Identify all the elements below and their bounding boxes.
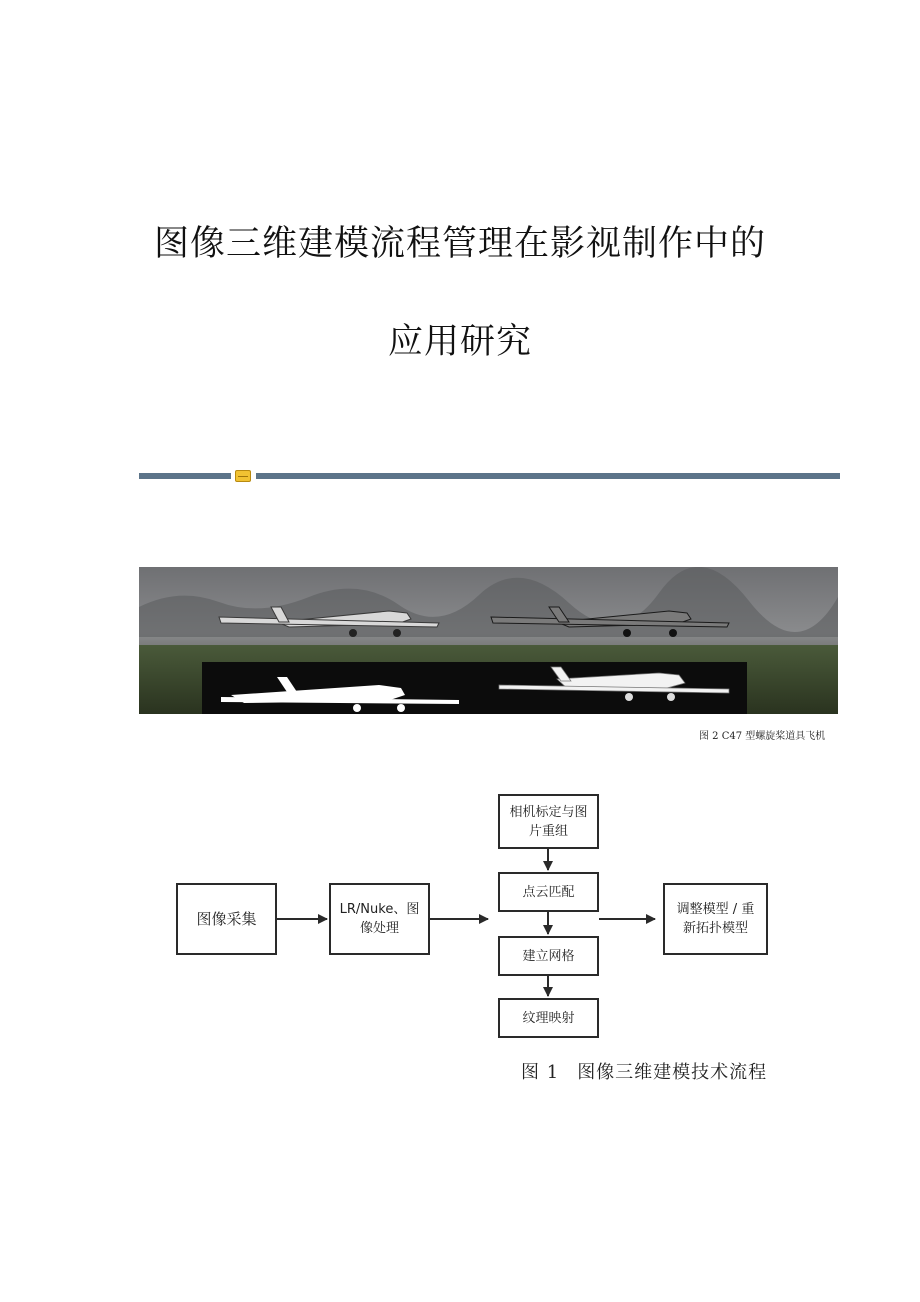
envelope-icon	[235, 470, 251, 482]
node-lr-nuke-processing: LR/Nuke、图像处理	[329, 883, 430, 955]
divider-bar-left	[139, 473, 231, 479]
node-adjust-retopology: 调整模型 / 重新拓扑模型	[663, 883, 768, 955]
figure1-caption	[521, 1058, 767, 1084]
figure1-caption-number: 图 1	[521, 1062, 560, 1083]
figure1-caption-text: 图像三维建模技术流程	[577, 1062, 768, 1083]
figure2-caption: 图 2 C47 型螺旋桨道具飞机	[699, 731, 826, 742]
node-image-capture: 图像采集	[176, 883, 277, 955]
node-texture-mapping: 纹理映射	[498, 998, 599, 1038]
figure2-photo-image	[139, 567, 838, 714]
document-title-line-2: 应用研究	[387, 322, 532, 362]
node-point-cloud-matching: 点云匹配	[498, 872, 599, 912]
divider-bar-right	[256, 473, 840, 479]
node-build-mesh: 建立网格	[498, 936, 599, 976]
figure2-photo	[139, 567, 838, 714]
node-camera-calibration: 相机标定与图片重组	[498, 794, 599, 849]
document-title-line-1: 图像三维建模流程管理在影视制作中的	[153, 224, 766, 264]
section-divider	[139, 470, 840, 482]
